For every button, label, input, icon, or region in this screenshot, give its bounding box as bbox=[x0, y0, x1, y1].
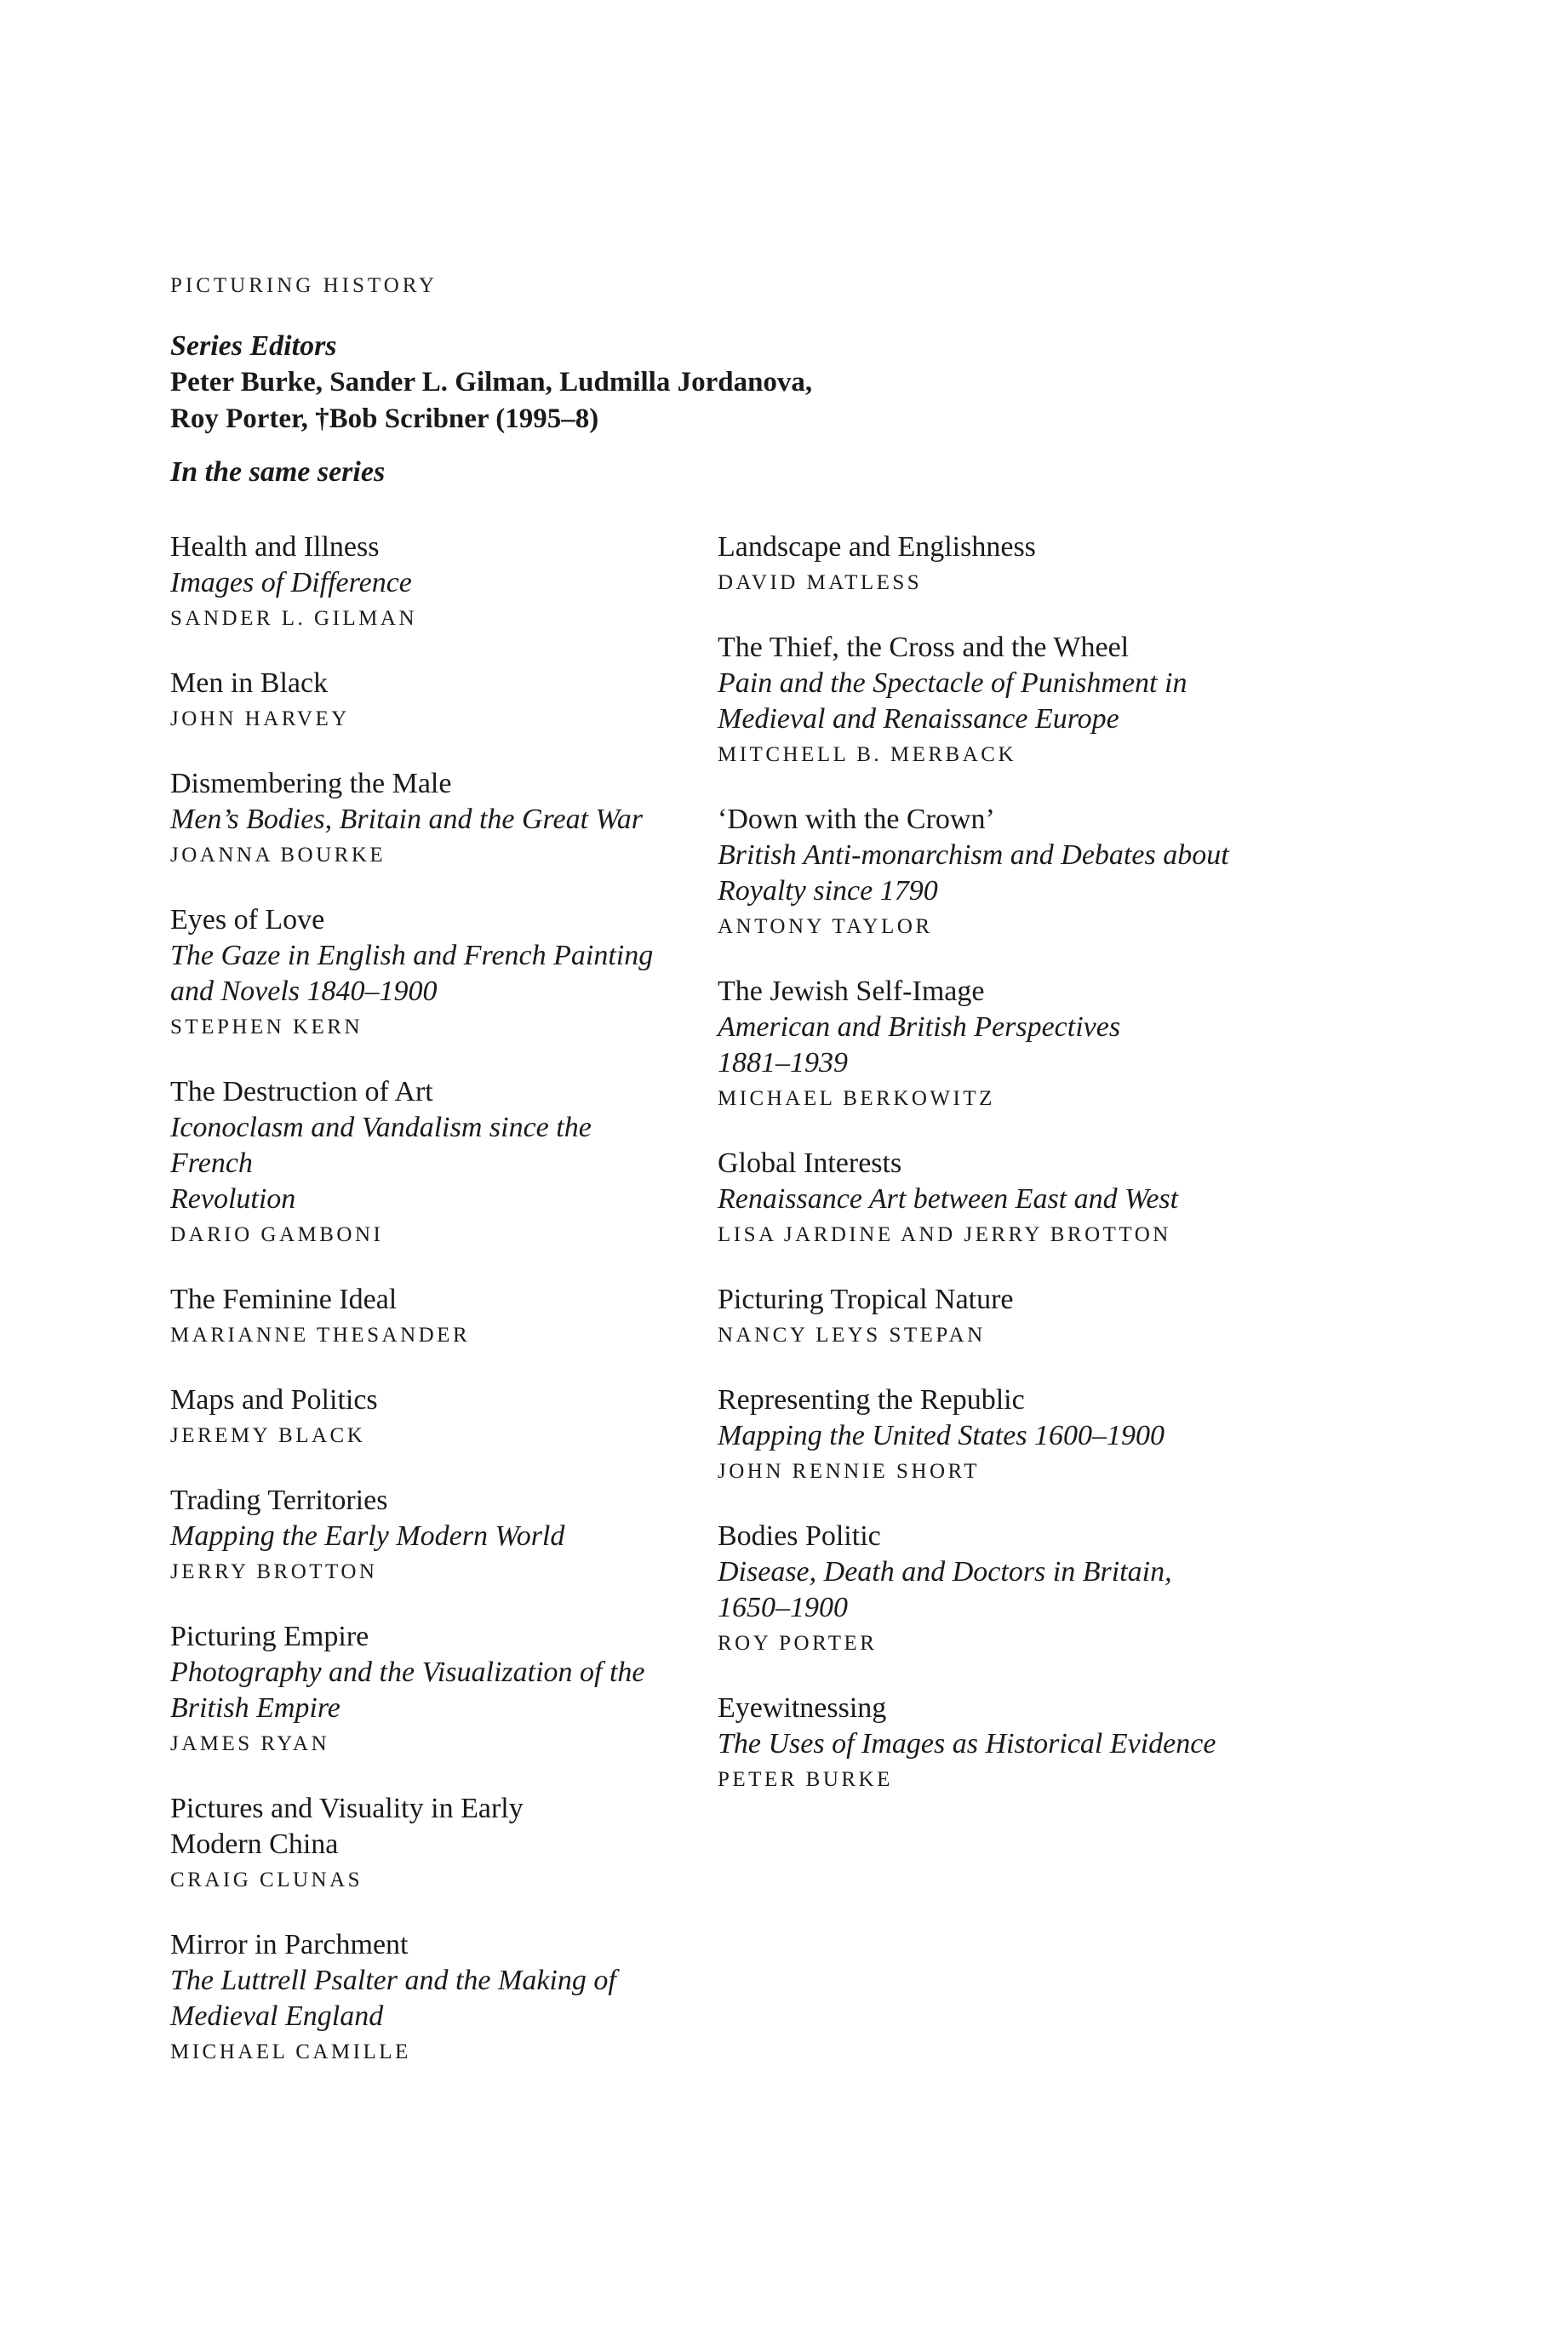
book-author: JOHN HARVEY bbox=[170, 707, 350, 730]
book-entry bbox=[718, 802, 1331, 945]
book-subtitle-line: Pain and the Spectacle of Punishment in bbox=[718, 667, 1187, 699]
book-subtitle-line: Medieval and Renaissance Europe bbox=[718, 703, 1119, 735]
book-entry bbox=[718, 630, 1331, 773]
book-author: CRAIG CLUNAS bbox=[170, 1868, 363, 1891]
book-subtitle-line: Images of Difference bbox=[170, 567, 412, 598]
book-entry bbox=[170, 766, 681, 873]
book-subtitle-line: 1881–1939 bbox=[718, 1047, 848, 1079]
book-title: Representing the Republic bbox=[718, 1384, 1025, 1416]
book-title: Trading Territories bbox=[170, 1485, 388, 1516]
book-title: The Feminine Ideal bbox=[170, 1284, 398, 1315]
book-entry bbox=[170, 1791, 681, 1898]
book-title: Global Interests bbox=[718, 1147, 902, 1179]
series-editors-block bbox=[170, 329, 1107, 438]
book-author: NANCY LEYS STEPAN bbox=[718, 1324, 986, 1347]
book-author: DARIO GAMBONI bbox=[170, 1223, 384, 1246]
book-author: MITCHELL B. MERBACK bbox=[718, 743, 1016, 766]
book-title: Eyes of Love bbox=[170, 904, 325, 936]
book-subtitle-line: British Anti-monarchism and Debates about bbox=[718, 839, 1229, 871]
book-title: Men in Black bbox=[170, 667, 329, 699]
book-author: ROY PORTER bbox=[718, 1632, 878, 1655]
book-title: Health and Illness bbox=[170, 531, 380, 563]
book-author: PETER BURKE bbox=[718, 1768, 893, 1791]
book-author: JAMES RYAN bbox=[170, 1732, 330, 1755]
book-entry bbox=[718, 1382, 1331, 1490]
book-title: The Destruction of Art bbox=[170, 1076, 433, 1107]
book-title: Mirror in Parchment bbox=[170, 1929, 409, 1960]
book-entry bbox=[718, 1282, 1331, 1353]
book-subtitle-line: The Luttrell Psalter and the Making of bbox=[170, 1965, 616, 1996]
book-entry bbox=[170, 902, 681, 1045]
book-title: Picturing Tropical Nature bbox=[718, 1284, 1014, 1315]
book-entry bbox=[170, 529, 681, 637]
book-subtitle-line: Iconoclasm and Vandalism since the French bbox=[170, 1112, 592, 1179]
book-title: Landscape and Englishness bbox=[718, 531, 1036, 563]
book-entry bbox=[170, 666, 681, 737]
book-author: ANTONY TAYLOR bbox=[718, 915, 933, 938]
book-entry bbox=[718, 1519, 1331, 1662]
book-title: Maps and Politics bbox=[170, 1384, 378, 1416]
book-subtitle-line: 1650–1900 bbox=[718, 1592, 848, 1623]
book-title: Picturing Empire bbox=[170, 1621, 369, 1652]
right-book-column bbox=[718, 529, 1331, 1827]
book-entry bbox=[170, 1382, 681, 1454]
book-entry bbox=[718, 1146, 1331, 1253]
book-subtitle-line: Royalty since 1790 bbox=[718, 875, 938, 907]
book-author: SANDER L. GILMAN bbox=[170, 607, 418, 630]
book-title: ‘Down with the Crown’ bbox=[718, 804, 995, 835]
book-subtitle-line: British Empire bbox=[170, 1692, 340, 1724]
book-entry bbox=[170, 1619, 681, 1762]
book-subtitle-line: Revolution bbox=[170, 1183, 296, 1215]
book-author: MICHAEL CAMILLE bbox=[170, 2040, 411, 2063]
book-subtitle-line: Mapping the United States 1600–1900 bbox=[718, 1420, 1165, 1451]
book-author: DAVID MATLESS bbox=[718, 571, 923, 594]
book-subtitle-line: The Uses of Images as Historical Evidence bbox=[718, 1728, 1216, 1760]
book-entry bbox=[170, 1074, 681, 1253]
book-subtitle-line: Mapping the Early Modern World bbox=[170, 1520, 565, 1552]
series-editors-heading: Series Editors bbox=[170, 330, 337, 362]
book-author: JOHN RENNIE SHORT bbox=[718, 1460, 980, 1483]
book-author: STEPHEN KERN bbox=[170, 1016, 363, 1039]
book-title: Dismembering the Male bbox=[170, 768, 452, 799]
book-entry bbox=[170, 1282, 681, 1353]
book-author: JERRY BROTTON bbox=[170, 1560, 378, 1583]
book-subtitle-line: Renaissance Art between East and West bbox=[718, 1183, 1179, 1215]
book-subtitle-line: Photography and the Visualization of the bbox=[170, 1657, 645, 1688]
book-entry bbox=[718, 529, 1331, 601]
book-title: The Thief, the Cross and the Wheel bbox=[718, 632, 1130, 663]
series-label: PICTURING HISTORY bbox=[170, 274, 438, 297]
book-author: MARIANNE THESANDER bbox=[170, 1324, 471, 1347]
book-author: LISA JARDINE AND JERRY BROTTON bbox=[718, 1223, 1171, 1246]
same-series-heading: In the same series bbox=[170, 456, 386, 488]
book-subtitle-line: Men’s Bodies, Britain and the Great War bbox=[170, 804, 643, 835]
book-subtitle-line: and Novels 1840–1900 bbox=[170, 976, 438, 1007]
book-subtitle-line: American and British Perspectives bbox=[718, 1011, 1121, 1043]
book-author: JOANNA BOURKE bbox=[170, 844, 386, 867]
series-editors-names: Peter Burke, Sander L. Gilman, Ludmilla Jordanova, Roy Porter, †Bob Scribner (1995–8) bbox=[170, 367, 813, 434]
book-author: MICHAEL BERKOWITZ bbox=[718, 1087, 995, 1110]
book-title: Bodies Politic bbox=[718, 1520, 881, 1552]
book-entry bbox=[170, 1927, 681, 2070]
book-subtitle-line: Medieval England bbox=[170, 2000, 384, 2032]
book-author: JEREMY BLACK bbox=[170, 1424, 366, 1447]
book-title: Pictures and Visuality in Early Modern China bbox=[170, 1793, 524, 1860]
book-entry bbox=[170, 1483, 681, 1590]
book-entry bbox=[718, 974, 1331, 1117]
book-entry bbox=[718, 1691, 1331, 1798]
left-book-column bbox=[170, 529, 681, 2099]
book-title: The Jewish Self-Image bbox=[718, 976, 985, 1007]
book-subtitle-line: Disease, Death and Doctors in Britain, bbox=[718, 1556, 1172, 1588]
book-subtitle-line: The Gaze in English and French Painting bbox=[170, 940, 654, 971]
book-title: Eyewitnessing bbox=[718, 1692, 887, 1724]
